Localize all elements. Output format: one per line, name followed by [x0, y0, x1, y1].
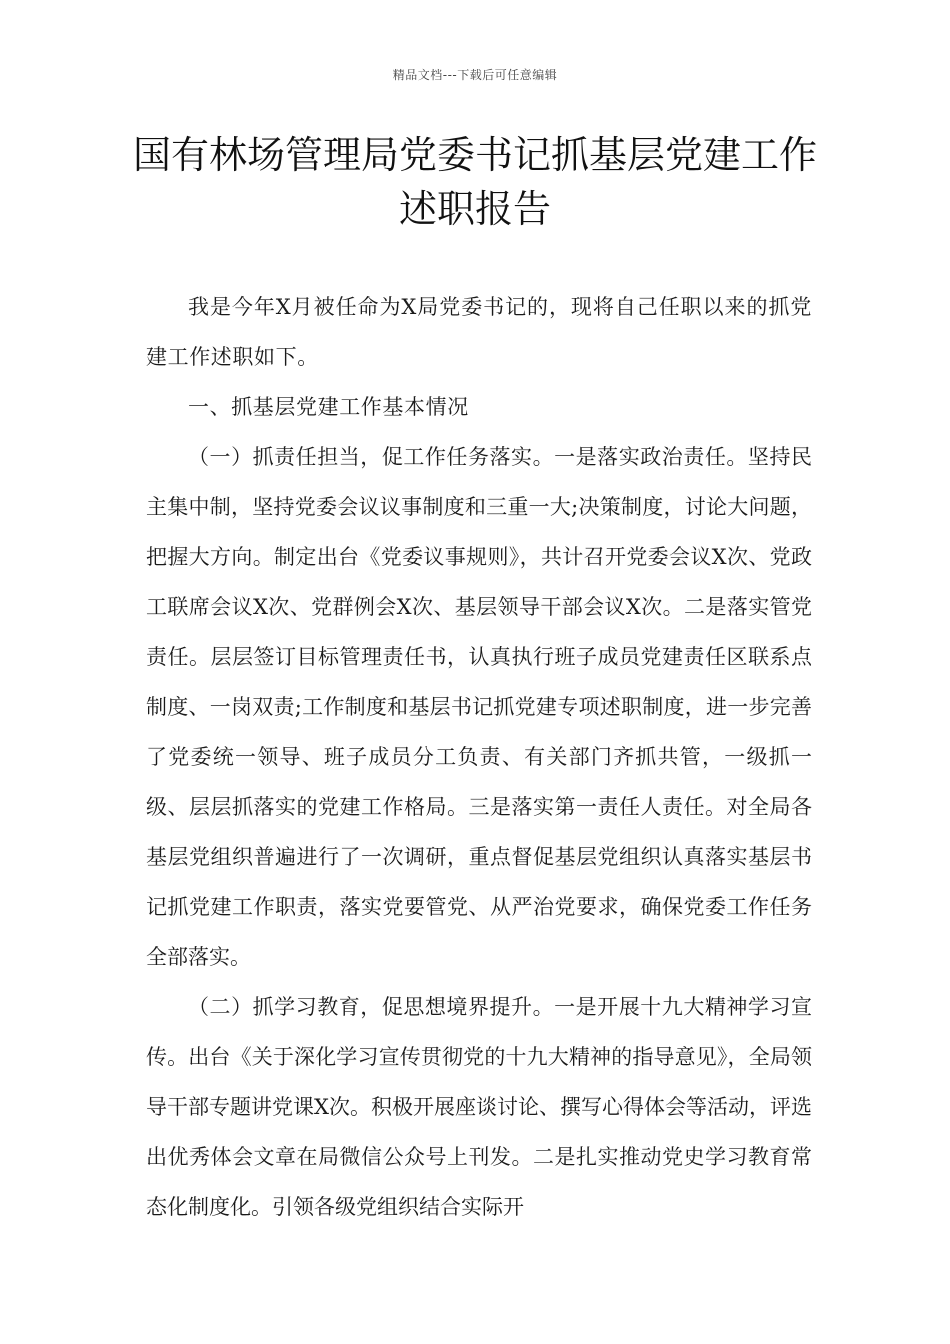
paragraph-responsibility: （一）抓责任担当，促工作任务落实。一是落实政治责任。坚持民主集中制，坚持党委会议议事制度和三重一大;决策制度，讨论大问题，把握大方向。制定出台《党委议事规则》，共计召开党委会议X次、党政工联席会议X次、党群例会X次、基层领导干部会议X次。二是落实管党责任。层层签订目标管理责任书，认真执行班子成员党建责任区联系点制度、一岗双责;工作制度和基层书记抓党建专项述职制度，进一步完善了党委统一领导、班子成员分工负责、有关部门齐抓共管，一级抓一级、层层抓落实的党建工作格局。三是落实第一责任人责任。对全局各基层党组织普遍进行了一次调研，重点督促基层党组织认真落实基层书记抓党建工作职责，落实党要管党、从严治党要求，确保党委工作任务全部落实。: [146, 445, 812, 969]
section-heading: 一、抓基层党建工作基本情况: [188, 395, 469, 419]
header-note: 精品文档---下载后可任意编辑: [392, 68, 558, 82]
paragraph-intro: 我是今年X月被任命为X局党委书记的，现将自己任职以来的抓党建工作述职如下。: [146, 295, 812, 369]
document-title: 国有林场管理局党委书记抓基层党建工作述职报告: [132, 133, 817, 231]
document-body: [146, 282, 812, 1232]
paragraph-study: （二）抓学习教育，促思想境界提升。一是开展十九大精神学习宣传。出台《关于深化学习宣传贯彻党的十九大精神的指导意见》，全局领导干部专题讲党课X次。积极开展座谈讨论、撰写心得体会等活动，评选出优秀体会文章在局微信公众号上刊发。二是扎实推动党史学习教育常态化制度化。引领各级党组织结合实际开: [146, 995, 812, 1219]
